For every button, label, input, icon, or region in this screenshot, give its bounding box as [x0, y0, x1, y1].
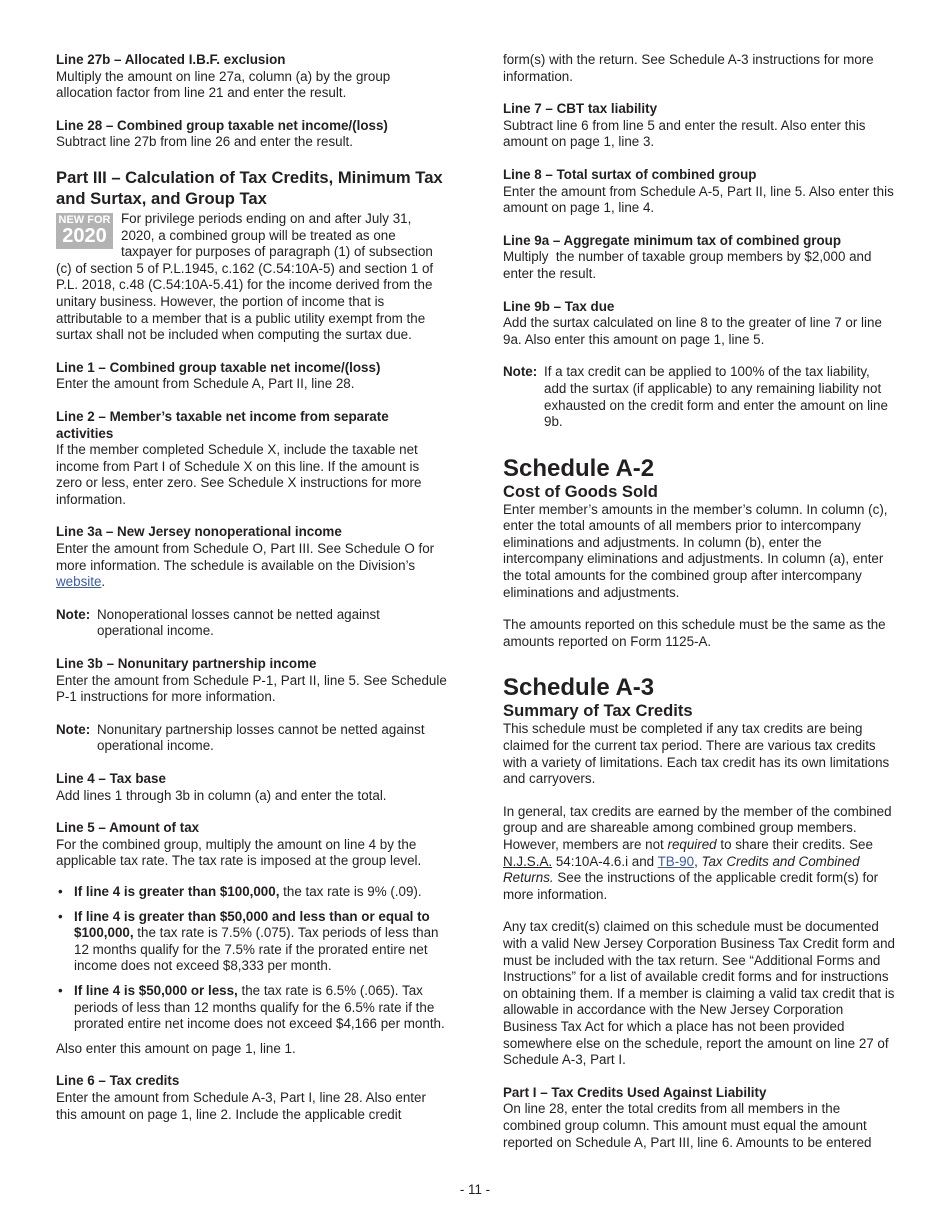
- line-6-heading: Line 6 – Tax credits: [56, 1073, 180, 1089]
- line-9a-text: Multiply the number of taxable group members by $2,000 and enter the result.: [503, 249, 876, 281]
- schedule-a3-section: [503, 674, 895, 1151]
- website-link[interactable]: website: [56, 574, 102, 590]
- line-9b-text: Add the surtax calculated on line 8 to the greater of line 7 or line 9a. Also enter this amount on page 1, line 5.: [503, 315, 882, 347]
- page-number: - 11 -: [459, 1182, 491, 1197]
- schedule-a2-text-2: The amounts reported on this schedule must be the same as the amounts reported on Form 1125-A.: [503, 617, 886, 649]
- line-27b-section: [56, 52, 448, 102]
- line-9b-heading: Line 9b – Tax due: [503, 298, 615, 314]
- line-6-section: [56, 1073, 448, 1123]
- line-4-text: Add lines 1 through 3b in column (a) and enter the total.: [56, 787, 387, 803]
- bullet-text: the tax rate is 7.5% (.075). Tax periods of less than 12 months qualify for the 7.5% rate if the prorated entire net income does not exceed $8,333 per month.: [74, 925, 439, 974]
- line-2-text: If the member completed Schedule X, include the taxable net income from Part I of Schedule X on this line. If the amount is zero or less, enter zero. See Schedule X instructions for more information.: [56, 442, 422, 507]
- new-for-2020-badge: [56, 213, 113, 249]
- line-9a-heading: Line 9a – Aggregate minimum tax of combined group: [503, 232, 842, 248]
- badge-label: NEW FOR: [58, 213, 111, 226]
- line-9a-section: [503, 233, 895, 283]
- line-7-text: Subtract line 6 from line 5 and enter the result. Also enter this amount on page 1, line 3.: [503, 117, 866, 150]
- line-7-heading: Line 7 – CBT tax liability: [503, 101, 658, 117]
- line-7-section: [503, 101, 895, 151]
- bullet-text: the tax rate is 6.5% (.065). Tax periods of less than 12 months qualify for the 6.5% rate if the prorated entire net income does not exceed $4,166 per month.: [74, 982, 445, 1032]
- line-2-heading: Line 2 – Member’s taxable net income from separate activities: [56, 408, 389, 441]
- text-run: In general, tax credits are earned by the member of the combined group and are shareable among combined group members. However, members are not: [503, 803, 892, 852]
- schedule-a2-text-1: Enter member’s amounts in the member’s column. In column (c), enter the total amounts of all members prior to intercompany eliminations and adjustments. In column (b), enter the intercompany eliminations and adjustments. In column (a), enter the total amounts for the combined group after intercompany eliminations and adjustments.: [503, 501, 888, 600]
- note-nonunitary: [56, 722, 448, 755]
- line-3b-text: Enter the amount from Schedule P-1, Part II, line 5. See Schedule P-1 instructions for more information.: [56, 672, 447, 705]
- line-1-heading: Line 1 – Combined group taxable net income/(loss): [56, 359, 381, 375]
- line-28-text: Subtract line 27b from line 26 and enter the result.: [56, 134, 354, 150]
- tb-90-link[interactable]: TB-90: [657, 853, 695, 869]
- line-2-section: [56, 409, 448, 509]
- line-3a-body: Enter the amount from Schedule O, Part III. See Schedule O for more information. The schedule is available on the Division’s: [56, 541, 435, 573]
- note-label: Note:: [56, 606, 91, 622]
- bullet-bold: If line 4 is greater than $100,000,: [74, 883, 280, 899]
- left-column: [56, 52, 448, 1123]
- right-column: [503, 52, 895, 1151]
- line-8-text: Enter the amount from Schedule A-5, Part II, line 5. Also enter this amount on page 1, line 4.: [503, 183, 894, 216]
- line-3a-section: [56, 524, 448, 590]
- part-3-text: For privilege periods ending on and after July 31, 2020, a combined group will be treated as one taxpayer for purposes of paragraph (1) of subsection (c) of section 5 of P.L.1945, c.162 (C.54:10A-5) and section 1 of P.L. 2018, c.48 (C.54:10A-5.41) for the income derived from the unitary business. However, the portion of income that is attributable to a member that is a public utility exempt from the surtax shall not be included when computing the surtax due.: [56, 210, 434, 343]
- list-item: [56, 909, 448, 975]
- list-item: [56, 884, 448, 901]
- text-run: See the instructions of the applicable credit form(s) for more information.: [503, 870, 879, 902]
- text-run-italic: Tax Credits and Combined Returns.: [503, 853, 860, 886]
- text-run-italic: required: [667, 837, 717, 852]
- njsa-reference: N.J.S.A.: [503, 853, 553, 869]
- note-label: Note:: [503, 364, 538, 380]
- text-run: 54:10A-4.6.i and: [552, 853, 658, 869]
- part-1-heading: Part I – Tax Credits Used Against Liability: [503, 1084, 767, 1100]
- line-4-section: [56, 771, 448, 804]
- line-3a-text: [56, 541, 448, 591]
- badge-year: 2020: [62, 224, 107, 247]
- part-1-text: On line 28, enter the total credits from all members in the combined group column. This amount must equal the amount reported on Schedule A, Part III, line 6. Amounts to be entered: [503, 1101, 872, 1150]
- continued-text: form(s) with the return. See Schedule A-3 instructions for more information.: [503, 52, 874, 84]
- note-label: Note:: [56, 721, 91, 737]
- list-item: [56, 983, 448, 1033]
- line-5-heading: Line 5 – Amount of tax: [56, 820, 200, 836]
- schedule-a3-subtitle: Summary of Tax Credits: [503, 701, 693, 721]
- line-27b-heading: Line 27b – Allocated I.B.F. exclusion: [56, 52, 286, 67]
- note-tax-credit: [503, 364, 895, 430]
- part-3-title: Part III – Calculation of Tax Credits, Minimum Tax and Surtax, and Group Tax: [56, 167, 443, 208]
- bullet-bold: If line 4 is $50,000 or less,: [74, 982, 238, 998]
- schedule-a2-title: Schedule A-2: [503, 454, 655, 482]
- bullet-bold: If line 4 is greater than $50,000 and less than or equal to $100,000,: [74, 908, 430, 941]
- line-4-heading: Line 4 – Tax base: [56, 771, 166, 786]
- text-run: to share their credits. See: [716, 837, 873, 852]
- bullet-text: the tax rate is 9% (.09).: [279, 883, 422, 899]
- line-3a-heading: Line 3a – New Jersey nonoperational income: [56, 524, 342, 540]
- note-text: Nonunitary partnership losses cannot be netted against operational income.: [97, 721, 425, 754]
- line-1-section: [56, 360, 448, 393]
- line-8-heading: Line 8 – Total surtax of combined group: [503, 166, 757, 182]
- text-run: ,: [694, 853, 702, 869]
- tax-rate-list: [56, 884, 448, 1033]
- schedule-a3-text-1: This schedule must be completed if any tax credits are being claimed for the current tax period. There are various tax credits with a variety of limitations. Each tax credit has its own limitations and carryovers.: [503, 721, 890, 787]
- line-6-text: Enter the amount from Schedule A-3, Part I, line 28. Also enter this amount on page 1, line 2. Include the applicable credit: [56, 1089, 426, 1122]
- line-5-text: For the combined group, multiply the amount on line 4 by the applicable tax rate. The tax rate is imposed at the group level.: [56, 836, 422, 869]
- note-nonoperational: [56, 607, 448, 640]
- line-3b-heading: Line 3b – Nonunitary partnership income: [56, 656, 317, 672]
- schedule-a3-title: Schedule A-3: [503, 674, 655, 702]
- line-3b-section: [56, 656, 448, 706]
- line-27b-text: Multiply the amount on line 27a, column (a) by the group allocation factor from line 21 and enter the result.: [56, 68, 391, 101]
- line-28-heading: Line 28 – Combined group taxable net income/(loss): [56, 117, 388, 133]
- line-8-section: [503, 167, 895, 217]
- line-9b-section: [503, 299, 895, 349]
- note-text: Nonoperational losses cannot be netted against operational income.: [97, 606, 380, 639]
- line-3a-tail: .: [101, 574, 106, 590]
- schedule-a2-subtitle: Cost of Goods Sold: [503, 481, 658, 501]
- schedule-a3-text-2: [503, 804, 895, 904]
- line-1-text: Enter the amount from Schedule A, Part II, line 28.: [56, 376, 355, 392]
- line-28-section: [56, 118, 448, 151]
- part-3-section: [56, 167, 448, 344]
- line-5-section: [56, 820, 448, 870]
- note-text: If a tax credit can be applied to 100% of the tax liability, add the surtax (if applicable) to any remaining liability not exhausted on the credit form and enter the amount on line 9b.: [544, 364, 888, 430]
- line-5-after: Also enter this amount on page 1, line 1.: [56, 1040, 296, 1056]
- schedule-a3-text-3: Any tax credit(s) claimed on this schedule must be documented with a valid New Jersey Corporation Business Tax Credit form and must be included with the tax return. See “Additional Forms and Instructions” for a list of available credit forms and for instructions on obtaining them. If a member is claiming a valid tax credit that is allowable in accordance with the New Jersey Corporation Business Tax Act for which a place has not been provided somewhere else on the schedule, report the amount on line 27 of Schedule A-3, Part I.: [503, 919, 895, 1068]
- schedule-a2-section: [503, 455, 895, 651]
